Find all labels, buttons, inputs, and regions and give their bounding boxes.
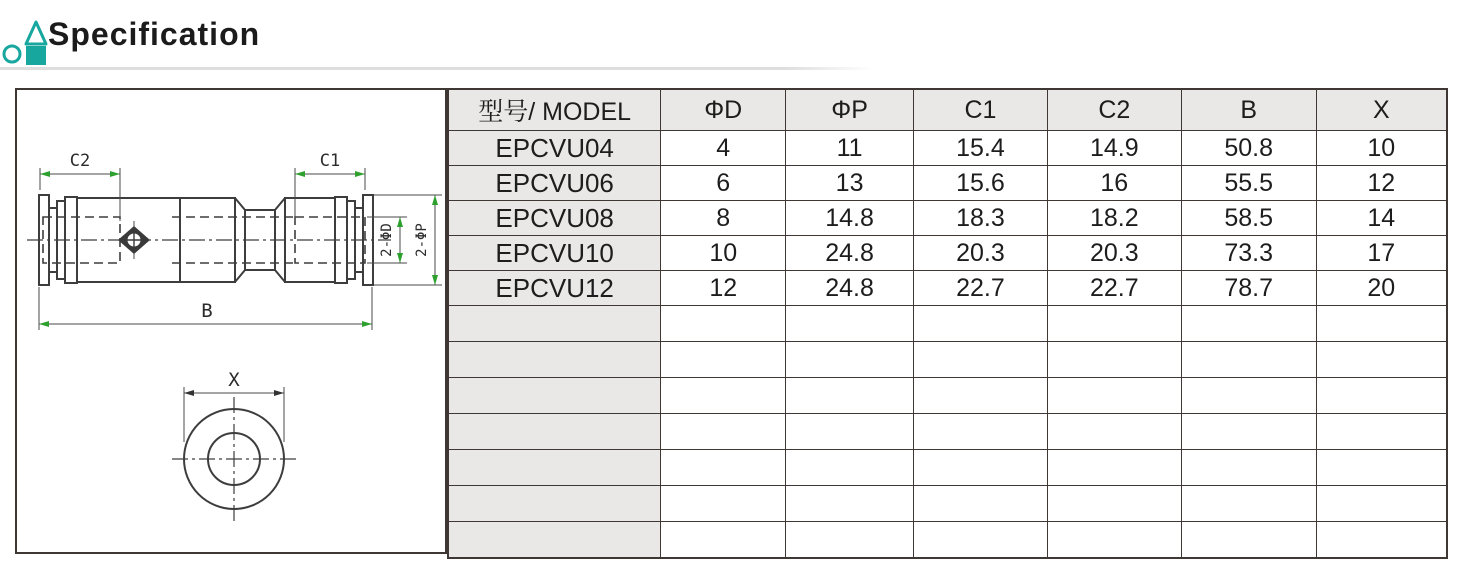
value-cell: 4 [661, 131, 786, 166]
table-row [448, 271, 1447, 306]
empty-value-cell [1316, 486, 1447, 522]
value-cell: 11 [786, 131, 914, 166]
side-view-drawing [27, 151, 442, 330]
empty-value-cell [1047, 450, 1181, 486]
spec-table-header [448, 89, 1447, 131]
value-cell: 58.5 [1181, 201, 1316, 236]
value-cell: 22.7 [914, 271, 1048, 306]
value-cell: 22.7 [1047, 271, 1181, 306]
empty-model-cell [448, 306, 661, 342]
value-cell: 10 [1316, 131, 1447, 166]
empty-value-cell [1181, 450, 1316, 486]
empty-value-cell [1181, 342, 1316, 378]
model-cell: EPCVU08 [448, 201, 661, 236]
empty-table-row [448, 414, 1447, 450]
dim-c2 [40, 151, 120, 221]
fitting-drawing [17, 90, 445, 552]
table-row [448, 131, 1447, 166]
dim-label-phi-d: 2-ΦD [379, 223, 395, 257]
value-cell: 15.6 [914, 166, 1048, 201]
empty-table-row [448, 522, 1447, 558]
empty-model-cell [448, 450, 661, 486]
empty-value-cell [914, 414, 1048, 450]
spec-table [447, 88, 1448, 559]
value-cell: 24.8 [786, 236, 914, 271]
value-cell: 10 [661, 236, 786, 271]
value-cell: 12 [661, 271, 786, 306]
value-cell: 15.4 [914, 131, 1048, 166]
column-header-c1: C1 [914, 89, 1048, 131]
empty-value-cell [914, 306, 1048, 342]
empty-value-cell [661, 522, 786, 558]
value-cell: 18.2 [1047, 201, 1181, 236]
technical-drawing-box [15, 88, 447, 554]
empty-value-cell [1316, 378, 1447, 414]
empty-value-cell [914, 522, 1048, 558]
value-cell: 13 [786, 166, 914, 201]
empty-value-cell [661, 306, 786, 342]
column-header-c2: C2 [1047, 89, 1181, 131]
empty-table-row [448, 342, 1447, 378]
value-cell: 55.5 [1181, 166, 1316, 201]
value-cell: 78.7 [1181, 271, 1316, 306]
value-cell: 73.3 [1181, 236, 1316, 271]
page-title: Specification [48, 16, 261, 52]
empty-value-cell [1316, 306, 1447, 342]
logo-square [26, 46, 46, 65]
value-cell: 24.8 [786, 271, 914, 306]
value-cell: 14 [1316, 201, 1447, 236]
empty-model-cell [448, 414, 661, 450]
empty-value-cell [1316, 342, 1447, 378]
empty-value-cell [1181, 378, 1316, 414]
empty-value-cell [1047, 342, 1181, 378]
value-cell: 16 [1047, 166, 1181, 201]
dim-label-phi-p: 2-ΦP [414, 223, 430, 257]
value-cell: 14.9 [1047, 131, 1181, 166]
table-row [448, 166, 1447, 201]
empty-value-cell [914, 450, 1048, 486]
header-divider [0, 67, 873, 70]
empty-value-cell [786, 450, 914, 486]
table-row [448, 201, 1447, 236]
empty-value-cell [786, 306, 914, 342]
column-header-x: X [1316, 89, 1447, 131]
model-cell: EPCVU04 [448, 131, 661, 166]
empty-model-cell [448, 342, 661, 378]
model-cell: EPCVU10 [448, 236, 661, 271]
value-cell: 12 [1316, 166, 1447, 201]
model-cell: EPCVU06 [448, 166, 661, 201]
shapes-logo-icon [0, 8, 50, 68]
header-row [448, 89, 1447, 131]
column-header-φd: ΦD [661, 89, 786, 131]
dim-label-c1: C1 [319, 151, 341, 171]
empty-value-cell [1181, 522, 1316, 558]
empty-value-cell [661, 414, 786, 450]
spec-table-data-rows [448, 131, 1447, 306]
empty-value-cell [786, 522, 914, 558]
value-cell: 18.3 [914, 201, 1048, 236]
empty-value-cell [914, 486, 1048, 522]
value-cell: 14.8 [786, 201, 914, 236]
dim-label-x: X [228, 369, 240, 391]
empty-model-cell [448, 522, 661, 558]
empty-value-cell [661, 378, 786, 414]
empty-value-cell [786, 342, 914, 378]
column-header-model: 型号/ MODEL [448, 89, 661, 131]
empty-value-cell [1047, 378, 1181, 414]
empty-value-cell [1181, 414, 1316, 450]
empty-model-cell [448, 486, 661, 522]
empty-value-cell [914, 342, 1048, 378]
check-valve-symbol [118, 221, 150, 259]
model-cell: EPCVU12 [448, 271, 661, 306]
value-cell: 20.3 [914, 236, 1048, 271]
empty-value-cell [1181, 486, 1316, 522]
empty-value-cell [914, 378, 1048, 414]
empty-table-row [448, 306, 1447, 342]
value-cell: 17 [1316, 236, 1447, 271]
empty-value-cell [786, 486, 914, 522]
empty-value-cell [1047, 486, 1181, 522]
end-view-drawing [172, 369, 296, 521]
empty-table-row [448, 450, 1447, 486]
empty-value-cell [1047, 306, 1181, 342]
logo-triangle [26, 22, 46, 44]
spec-table-empty-rows [448, 306, 1447, 558]
empty-value-cell [786, 378, 914, 414]
empty-value-cell [661, 486, 786, 522]
empty-value-cell [1316, 450, 1447, 486]
dim-label-c2: C2 [69, 151, 91, 171]
column-header-φp: ΦP [786, 89, 914, 131]
value-cell: 8 [661, 201, 786, 236]
empty-value-cell [786, 414, 914, 450]
dim-b [39, 287, 372, 330]
dim-label-b: B [201, 300, 213, 322]
empty-model-cell [448, 378, 661, 414]
value-cell: 20 [1316, 271, 1447, 306]
empty-value-cell [1316, 414, 1447, 450]
value-cell: 50.8 [1181, 131, 1316, 166]
empty-value-cell [1047, 522, 1181, 558]
empty-value-cell [1316, 522, 1447, 558]
empty-value-cell [1047, 414, 1181, 450]
table-row [448, 236, 1447, 271]
empty-table-row [448, 378, 1447, 414]
logo-circle [4, 46, 20, 62]
column-header-b: B [1181, 89, 1316, 131]
value-cell: 20.3 [1047, 236, 1181, 271]
empty-value-cell [661, 450, 786, 486]
value-cell: 6 [661, 166, 786, 201]
empty-value-cell [661, 342, 786, 378]
empty-table-row [448, 486, 1447, 522]
empty-value-cell [1181, 306, 1316, 342]
